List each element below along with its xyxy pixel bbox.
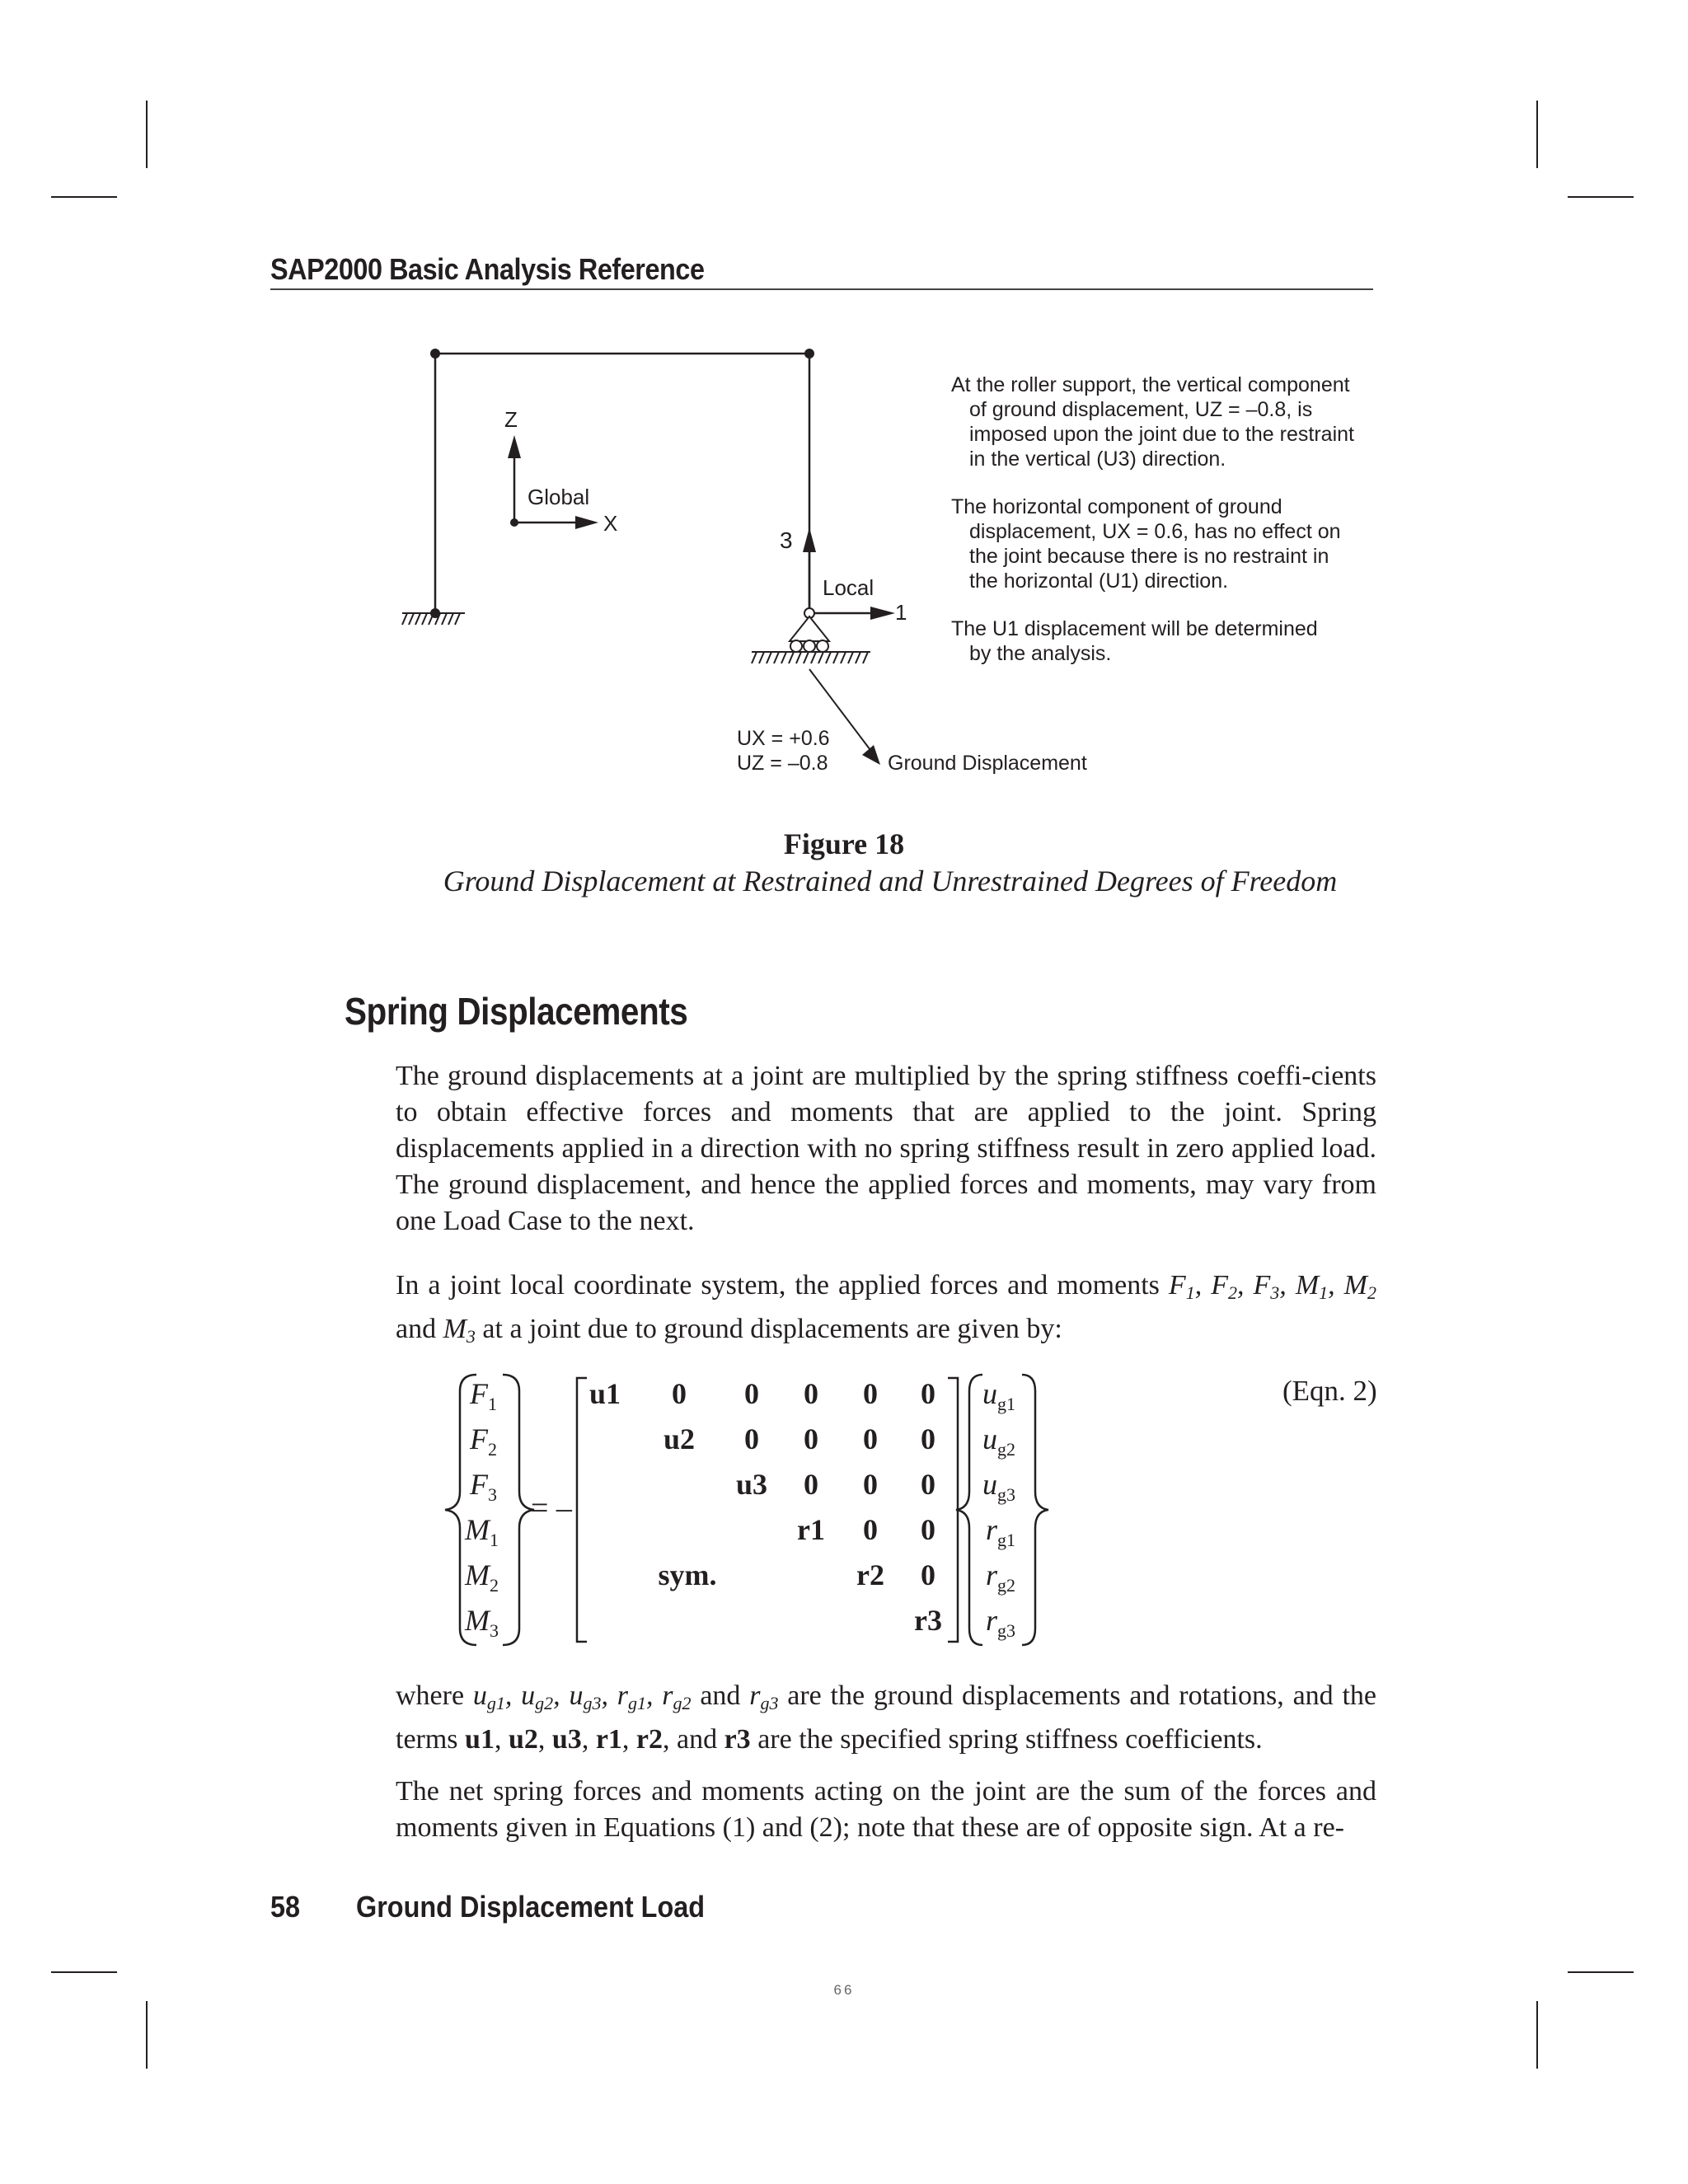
rhs-element: $u_{g3}$: [982, 1468, 1015, 1505]
matrix-cell: 0: [863, 1513, 878, 1546]
figure-note-roller: At the roller support, the vertical component of ground displacement, UZ = –0.8, is imposed upon the joint due to the restraint in the vertical (U3) direction.: [951, 373, 1354, 471]
matrix-cell: 0: [804, 1377, 818, 1410]
matrix-cell: r1: [797, 1513, 825, 1546]
lhs-element: $M_1$: [465, 1513, 499, 1550]
figure-caption-number: Figure 18: [783, 827, 905, 860]
global-z-label: Z: [504, 407, 518, 432]
lhs-element: $M_3$: [465, 1604, 499, 1641]
matrix-cell: 0: [672, 1377, 687, 1410]
ux-value-label: UX = +0.6: [737, 727, 830, 750]
matrix-cell: 0: [921, 1558, 935, 1591]
matrix-cell: 0: [921, 1513, 935, 1546]
lhs-element: $F_3$: [470, 1468, 497, 1505]
lhs-element: $M_2$: [465, 1558, 499, 1596]
matrix-cell: 0: [921, 1377, 935, 1410]
rhs-element: $u_{g2}$: [982, 1422, 1015, 1460]
page-marker: 66: [833, 1982, 855, 1998]
matrix-cell: u3: [735, 1468, 768, 1501]
equals-minus: = –: [531, 1491, 572, 1526]
matrix-cell: r3: [914, 1604, 942, 1637]
stiffness-terms: u1: [465, 1724, 495, 1755]
ground-displacement-symbols: $u_{g1}$, $u_{g2}$, $u_{g3}$, $r_{g1}$, $r_{g2}$: [472, 1680, 692, 1713]
global-caption-label: Global: [528, 485, 590, 509]
matrix-cell: u1: [588, 1377, 621, 1410]
crop-mark: [1568, 1971, 1634, 1973]
matrix-cell: 0: [921, 1468, 935, 1501]
paragraph-2: In a joint local coordinate system, the applied forces and moments $F_1$, $F_2$, $F_3$, $M_1$, $M_2$ and $M_3$ at a joint due to ground displacements are given by:: [396, 1270, 1376, 1347]
crop-mark: [1536, 2001, 1538, 2069]
paragraph-3: where $u_{g1}$, $u_{g2}$, $u_{g3}$, $r_{g1}$, $r_{g2}$ and $r_{g3}$ are the ground displacements and rotations, and the terms u1, u2, u3, r1, r2, and r3 are the specified spring stiffness coefficients.: [396, 1680, 1376, 1755]
uz-value-label: UZ = –0.8: [737, 752, 828, 775]
matrix-cell: 0: [863, 1468, 878, 1501]
ground-displacement-label: Ground Displacement: [888, 752, 1087, 775]
rhs-element: $u_{g1}$: [982, 1377, 1015, 1414]
matrix-cell: 0: [804, 1422, 818, 1455]
crop-mark: [146, 2001, 148, 2069]
matrix-cell: 0: [744, 1422, 759, 1455]
lhs-element: $F_2$: [470, 1422, 497, 1460]
matrix-cell: 0: [744, 1377, 759, 1410]
page-number: 58: [270, 1890, 301, 1924]
matrix-cell: 0: [804, 1468, 818, 1501]
matrix-cell: r2: [856, 1558, 884, 1591]
equation-label: (Eqn. 2): [1282, 1375, 1377, 1407]
matrix-cell: sym.: [658, 1558, 717, 1591]
figure-note-horizontal: The horizontal component of ground displacement, UX = 0.6, has no effect on the joint because there is no restraint in the horizontal (U1) direction.: [951, 495, 1341, 593]
section-heading: Spring Displacements: [345, 990, 688, 1033]
crop-mark: [51, 1971, 117, 1973]
paragraph-1: The ground displacements at a joint are multiplied by the spring stiffness coeffi-cients to obtain effective forces and moments that are applied to the joint. Spring displacements applied in a direction with no spring stiffness result in zero applied load. The ground displacement, and hence the applied forces and moments, may vary from one Load Case to the next.: [396, 1061, 1376, 1236]
local-3-label: 3: [780, 527, 793, 553]
matrix-cell: 0: [921, 1422, 935, 1455]
symbol-list: $F_1$, $F_2$, $F_3$, $M_1$, $M_2$: [1168, 1270, 1376, 1303]
figure-note-u1: The U1 displacement will be determined by the analysis.: [951, 617, 1318, 665]
rhs-element: $r_{g2}$: [986, 1558, 1016, 1596]
rhs-element: $r_{g3}$: [986, 1604, 1016, 1641]
rhs-element: $r_{g1}$: [986, 1513, 1016, 1550]
matrix-cell: u2: [663, 1422, 696, 1455]
running-header: SAP2000 Basic Analysis Reference: [270, 252, 705, 286]
figure-caption-text: Ground Displacement at Restrained and Unrestrained Degrees of Freedom: [443, 865, 1338, 898]
global-x-label: X: [603, 511, 618, 536]
matrix-cell: 0: [863, 1422, 878, 1455]
local-caption-label: Local: [823, 575, 874, 600]
matrix-cell: 0: [863, 1377, 878, 1410]
footer-title: Ground Displacement Load: [356, 1890, 706, 1924]
local-1-label: 1: [895, 600, 907, 625]
paragraph-4: The net spring forces and moments acting on the joint are the sum of the forces and moments given in Equations (1) and (2); note that these are of opposite sign. At a re-: [396, 1776, 1376, 1843]
lhs-element: $F_1$: [470, 1377, 497, 1414]
